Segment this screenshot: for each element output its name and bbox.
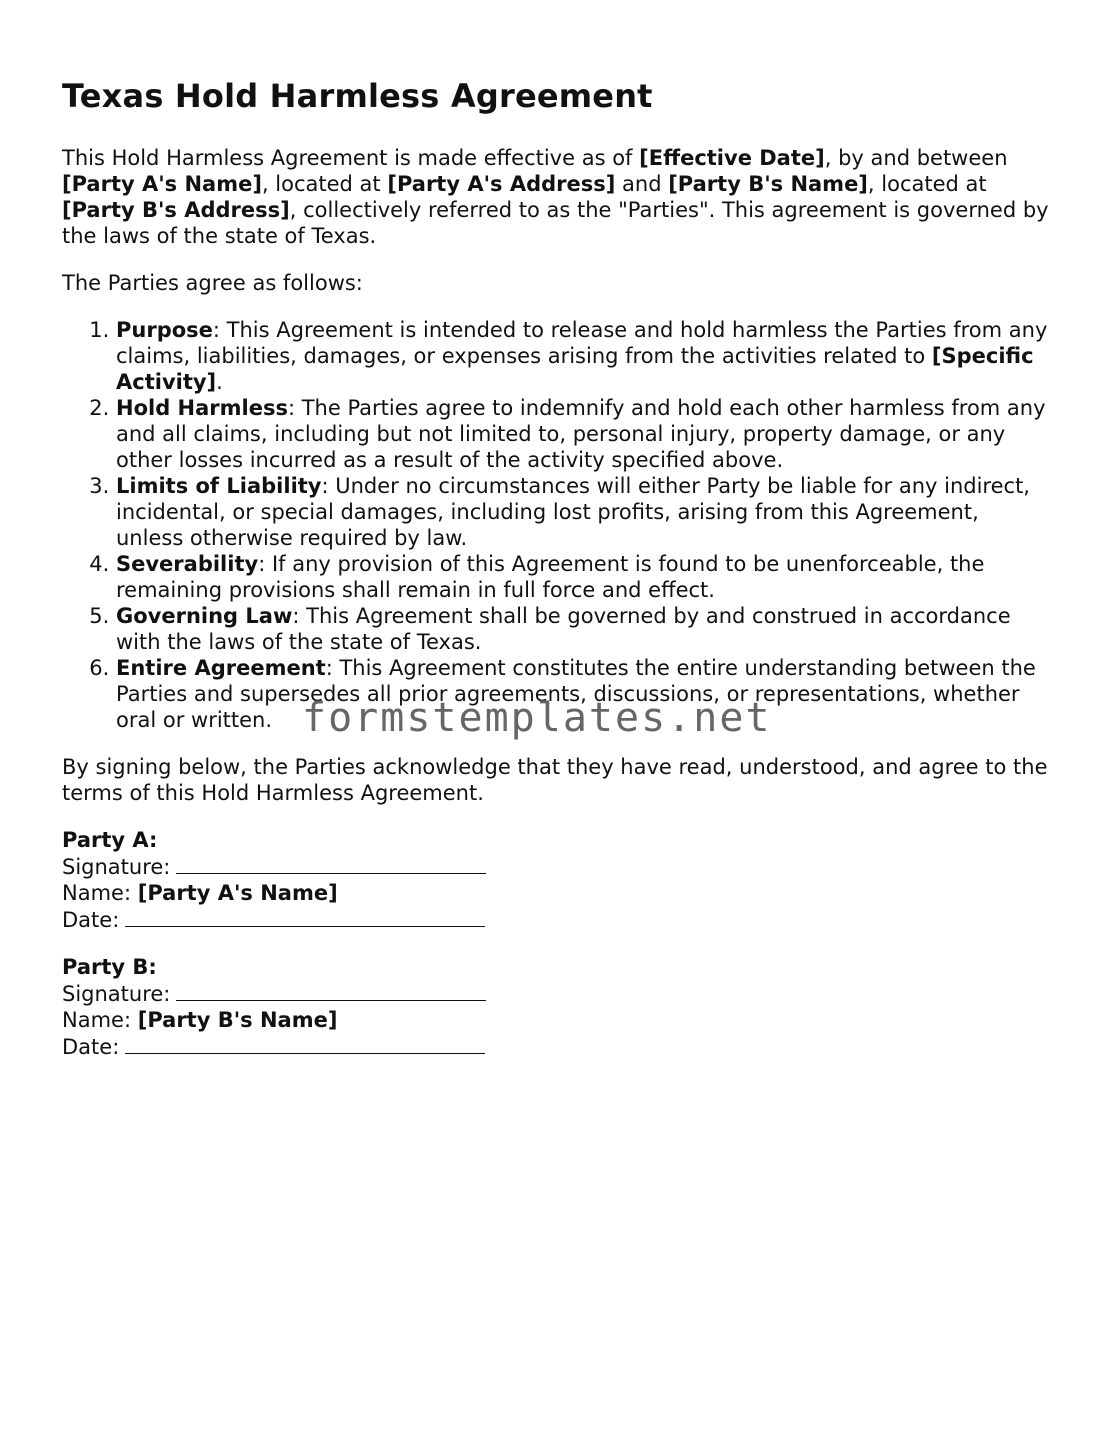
clause-text: : The Parties agree to indemnify and hold each other harmless from any and all claims, including but not limited to, personal injury, property damage, or any other losses incurred as a result of the activity specified above. <box>116 396 1046 472</box>
party-b-date-field[interactable] <box>125 1033 485 1054</box>
clause-heading: Purpose <box>116 318 213 342</box>
date-label: Date: <box>62 1035 120 1059</box>
clause-item <box>116 317 1052 395</box>
name-label: Name: <box>62 1008 138 1032</box>
intro-paragraph <box>62 145 1052 249</box>
party-a-name-value: [Party A's Name] <box>137 881 338 905</box>
intro-text: , by and between <box>824 146 1008 170</box>
intro-text: , located at <box>261 172 388 196</box>
clause-heading: Severability <box>116 552 259 576</box>
party-a-date-field[interactable] <box>125 906 485 927</box>
clause-text: . <box>216 370 223 394</box>
clause-list <box>62 317 1052 733</box>
party-a-name-placeholder: [Party A's Name] <box>62 172 262 196</box>
party-a-name-line <box>62 880 1052 906</box>
clause-item <box>116 551 1052 603</box>
intro-text: This Hold Harmless Agreement is made effective as of <box>62 146 640 170</box>
intro-text: , located at <box>867 172 987 196</box>
signature-label: Signature: <box>62 982 171 1006</box>
party-b-heading: Party B: <box>62 955 157 979</box>
party-a-signature-block <box>62 827 1052 933</box>
party-a-heading: Party A: <box>62 828 158 852</box>
clause-heading: Limits of Liability <box>116 474 322 498</box>
party-b-name-line <box>62 1007 1052 1033</box>
party-a-signature-line <box>62 853 1052 880</box>
signature-label: Signature: <box>62 855 171 879</box>
clause-text: : This Agreement constitutes the entire understanding between the Parties and supersedes all prior agreements, discussions, or representations, whether oral or written. <box>116 656 1036 732</box>
date-label: Date: <box>62 908 120 932</box>
specific-activity-placeholder: [Specific Activity] <box>116 344 1034 394</box>
clause-item <box>116 395 1052 473</box>
party-a-address-placeholder: [Party A's Address] <box>387 172 616 196</box>
document-page <box>62 74 1052 1081</box>
intro-text: , collectively referred to as the "Parties". This agreement is governed by the laws of the state of Texas. <box>62 198 1049 248</box>
clause-item <box>116 603 1052 655</box>
intro-text: and <box>615 172 669 196</box>
party-b-date-line <box>62 1033 1052 1060</box>
clause-heading: Entire Agreement <box>116 656 326 680</box>
party-b-name-value: [Party B's Name] <box>137 1008 338 1032</box>
agree-line: The Parties agree as follows: <box>62 271 363 295</box>
name-label: Name: <box>62 881 138 905</box>
clause-text: : If any provision of this Agreement is found to be unenforceable, the remaining provisions shall remain in full force and effect. <box>116 552 985 602</box>
effective-date-placeholder: [Effective Date] <box>639 146 825 170</box>
party-b-signature-block <box>62 954 1052 1060</box>
clause-heading: Hold Harmless <box>116 396 288 420</box>
party-a-date-line <box>62 906 1052 933</box>
party-b-signature-line <box>62 980 1052 1007</box>
clause-text: : Under no circumstances will either Party be liable for any indirect, incidental, or special damages, including lost profits, arising from this Agreement, unless otherwise required by law. <box>116 474 1030 550</box>
clause-text: : This Agreement is intended to release and hold harmless the Parties from any claims, liabilities, damages, or expenses arising from the activities related to <box>116 318 1048 368</box>
clause-heading: Governing Law <box>116 604 293 628</box>
party-a-signature-field[interactable] <box>176 853 486 874</box>
closing-paragraph: By signing below, the Parties acknowledge that they have read, understood, and agree to the terms of this Hold Harmless Agreement. <box>62 755 1048 805</box>
party-b-address-placeholder: [Party B's Address] <box>62 198 290 222</box>
clause-text: : This Agreement shall be governed by and construed in accordance with the laws of the state of Texas. <box>116 604 1011 654</box>
clause-item <box>116 473 1052 551</box>
party-b-signature-field[interactable] <box>176 980 486 1001</box>
document-title: Texas Hold Harmless Agreement <box>62 77 653 115</box>
watermark-text: formstemplates.net <box>302 695 772 741</box>
party-b-name-placeholder: [Party B's Name] <box>668 172 868 196</box>
